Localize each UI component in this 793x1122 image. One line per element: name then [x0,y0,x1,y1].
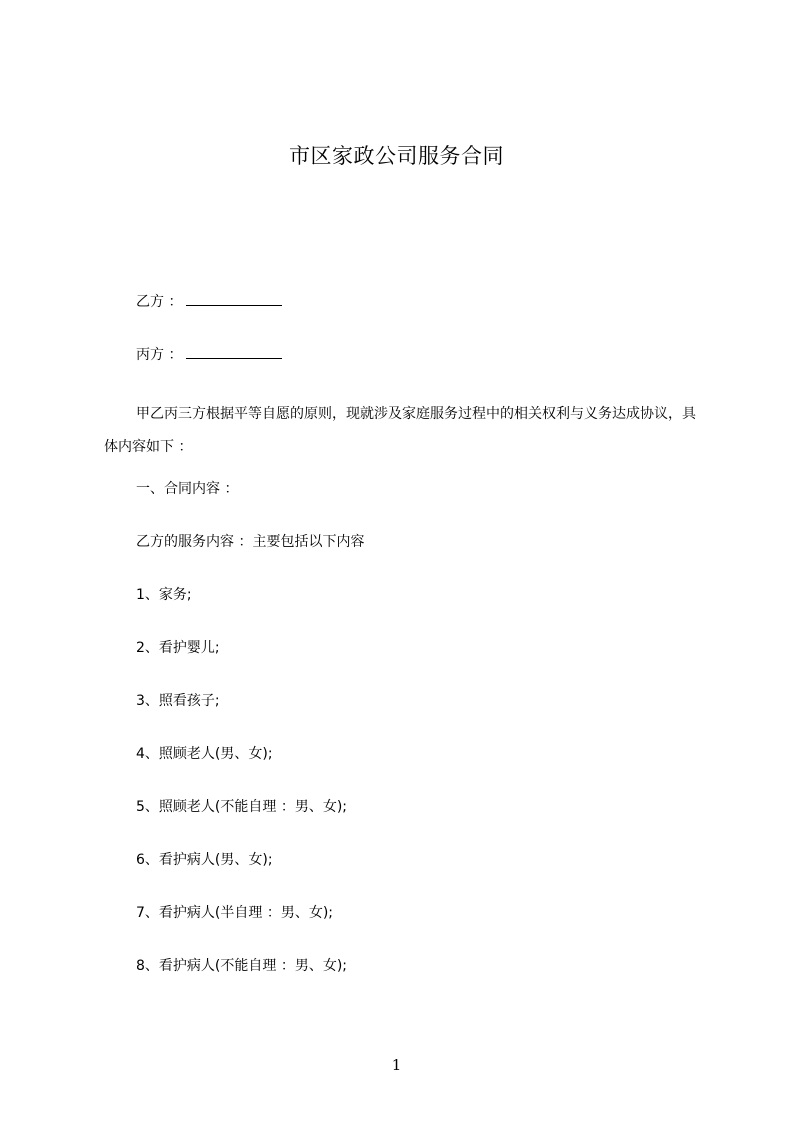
party-c-label: 丙方 ： [136,347,183,363]
list-item: 4、照顾老人(男、女); [136,746,273,762]
document-title: 市区家政公司服务合同 [289,144,504,168]
list-item: 7、看护病人(半自理 ：男、女); [136,905,333,921]
list-item: 2、看护婴儿; [136,640,220,656]
service-intro: 乙方的服务内容 ：主要包括以下内容 [136,534,365,550]
list-item: 3、照看孩子; [136,693,220,709]
party-c-blank-field [186,346,282,359]
party-c-line [136,345,282,365]
party-b-line [136,292,282,312]
page-number: 1 [391,1056,402,1074]
section-heading: 一、合同内容 ： [136,481,239,497]
list-item: 8、看护病人(不能自理 ：男、女); [136,958,347,974]
intro-paragraph: 甲乙丙三方根据平等自愿的原则，现就涉及家庭服务过程中的相关权利与义务达成协议，具体内容如下 ： [104,406,696,455]
list-item: 6、看护病人(男、女); [136,852,273,868]
party-b-blank-field [186,293,282,306]
list-item: 5、照顾老人(不能自理 ：男、女); [136,799,347,815]
party-b-label: 乙方 ： [136,294,183,310]
list-item: 1、家务; [136,587,192,603]
